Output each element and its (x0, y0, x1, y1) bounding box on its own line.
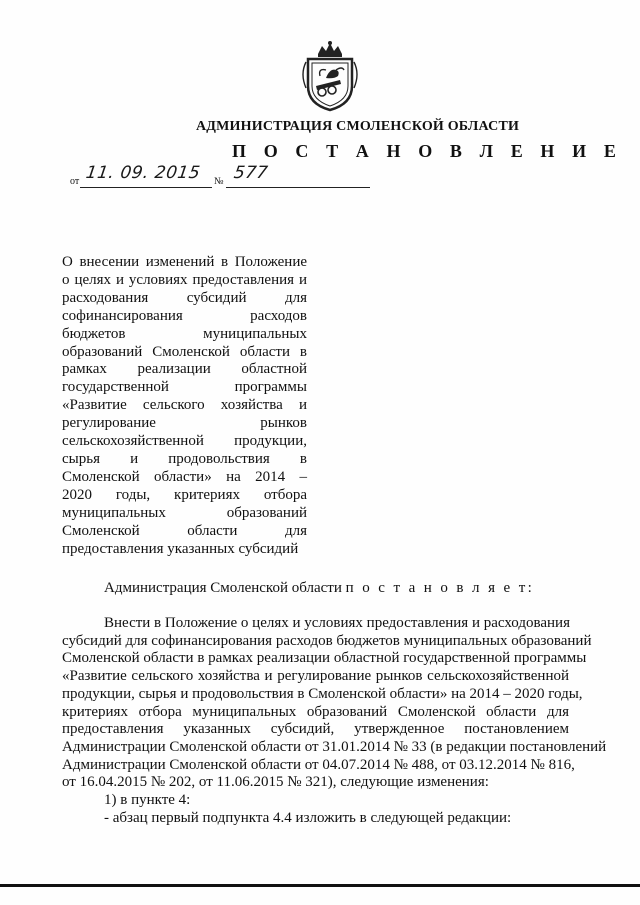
date-prefix: от (70, 176, 80, 187)
subject-line: образований Смоленской области в (62, 343, 307, 360)
subject-line: государственной программы (62, 379, 307, 396)
body-line: продукции, сырья и продовольствия в Смоленской области» на 2014 – 2020 годы, (62, 685, 583, 702)
subject-line: О внесении изменений в Положение (62, 254, 307, 270)
body-line: субсидий для софинансирования расходов бюджетов муниципальных образований (62, 632, 592, 649)
subject-line: предоставления указанных субсидий (62, 540, 299, 557)
resolution-subject: Администрация Смоленской области (104, 580, 342, 596)
body-line: Администрации Смоленской области от 04.07.2014 № 488, от 03.12.2014 № 816, (62, 756, 575, 773)
subject-line: Смоленской области» на 2014 – (62, 468, 307, 485)
scan-bottom-edge (0, 884, 640, 887)
handwritten-date: 11. 09. 2015 (84, 163, 202, 183)
subject-line: о целях и условиях предоставления и (62, 271, 307, 288)
organization-title: АДМИНИСТРАЦИЯ СМОЛЕНСКОЙ ОБЛАСТИ (196, 119, 520, 134)
body-line: критериях отбора муниципальных образований Смоленской области для (62, 703, 569, 720)
subject-line: бюджетов муниципальных (62, 325, 307, 342)
date-underline (80, 187, 212, 188)
body-line: 1) в пункте 4: (104, 792, 191, 809)
document-type-heading: П О С Т А Н О В Л Е Н И Е (232, 141, 623, 161)
body-line: Внести в Положение о целях и условиях предоставления и расходования (104, 615, 570, 631)
body-line: Администрации Смоленской области от 31.01.2014 № 33 (в редакции постановлений (62, 738, 607, 755)
body-line: «Развитие сельского хозяйства и регулирование рынков сельскохозяйственной (62, 668, 569, 685)
subject-line: софинансирования расходов (62, 307, 307, 324)
subject-line: 2020 годы, критериях отбора (62, 486, 307, 503)
smolensk-coat-of-arms-icon (296, 40, 364, 112)
subject-line: Смоленской области для (62, 522, 307, 539)
subject-line: «Развитие сельского хозяйства и (62, 397, 307, 414)
handwritten-number: 577 (232, 163, 270, 183)
subject-line: рамках реализации областной (62, 361, 307, 378)
number-prefix: № (214, 176, 224, 187)
document-body (62, 615, 607, 827)
subject-line: сырья и продовольствия в (62, 450, 307, 467)
resolution-verb: п о с т а н о в л я е т: (345, 580, 535, 596)
body-line: от 16.04.2015 № 202, от 11.06.2015 № 321), следующие изменения: (62, 774, 489, 791)
number-underline (226, 187, 370, 188)
body-line: Смоленской области в рамках реализации областной государственной программы (62, 650, 587, 667)
subject-line: муниципальных образований (62, 504, 307, 521)
body-line: - абзац первый подпункта 4.4 изложить в следующей редакции: (104, 809, 512, 826)
resolution-statement (104, 580, 534, 597)
document-subject (62, 254, 307, 558)
subject-line: сельскохозяйственной продукции, (62, 433, 307, 450)
body-line: предоставления указанных субсидий, утвержденное постановлением (62, 721, 569, 738)
subject-line: расходования субсидий для (62, 289, 307, 306)
subject-line: регулирование рынков (62, 415, 307, 432)
